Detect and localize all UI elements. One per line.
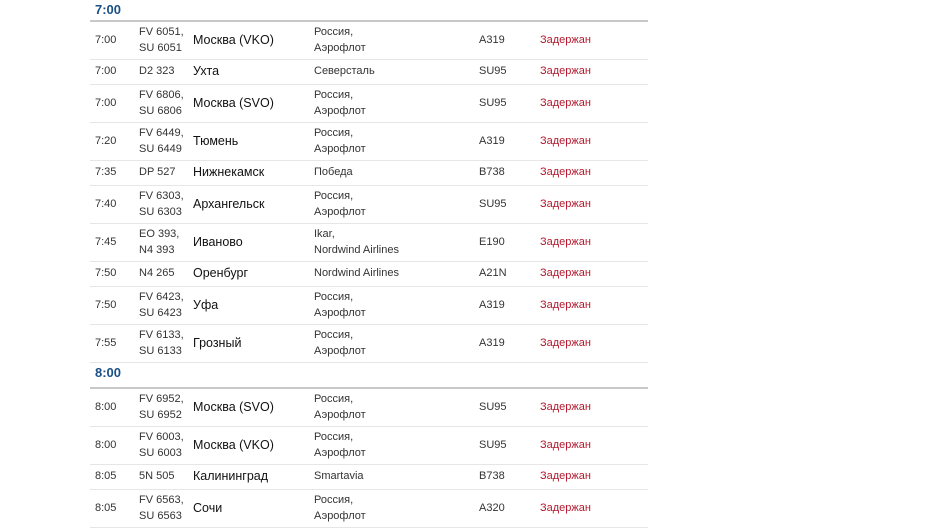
flight-number: SU 6303 — [139, 205, 182, 218]
flight-number: N4 393 — [139, 243, 175, 256]
airlines — [314, 123, 474, 160]
flight-status: Задержан — [540, 267, 591, 280]
airlines — [314, 161, 474, 185]
destination-city: Москва (VKO) — [193, 437, 274, 452]
destination-city: Ухта — [193, 64, 220, 79]
destination-city: Нижнекамск — [193, 165, 265, 180]
flight-number: SU 6563 — [139, 509, 182, 522]
flight-number: N4 265 — [139, 267, 175, 280]
flight-numbers — [139, 427, 191, 464]
airlines — [314, 60, 474, 84]
departure-time: 7:50 — [95, 267, 117, 280]
flight-status: Задержан — [540, 65, 591, 78]
flight-row[interactable] — [90, 161, 648, 186]
flight-status: Задержан — [540, 501, 591, 514]
airline-name: Россия, — [314, 127, 354, 139]
departure-time: 7:20 — [95, 134, 117, 147]
flight-number: SU 6133 — [139, 344, 182, 357]
airline-name: Nordwind Airlines — [314, 243, 399, 256]
flight-status: Задержан — [540, 470, 591, 483]
flight-number: FV 6449, — [139, 127, 184, 139]
airlines — [314, 465, 474, 489]
flight-row[interactable] — [90, 224, 648, 262]
airlines — [314, 287, 474, 324]
flight-number: FV 6423, — [139, 291, 184, 303]
departure-time: 7:45 — [95, 235, 117, 248]
airlines — [314, 490, 474, 527]
flight-row[interactable] — [90, 186, 648, 224]
flight-number: DP 527 — [139, 166, 176, 179]
airlines — [314, 427, 474, 464]
aircraft-type: SU95 — [479, 438, 507, 451]
flight-status: Задержан — [540, 400, 591, 413]
aircraft-type: SU95 — [479, 65, 507, 78]
flight-number: 5N 505 — [139, 470, 175, 483]
airline-name: Аэрофлот — [314, 41, 366, 54]
hour-header — [90, 0, 648, 22]
destination-city: Сочи — [193, 500, 223, 515]
flight-numbers — [139, 186, 191, 223]
airline-name: Nordwind Airlines — [314, 267, 399, 280]
aircraft-type: SU95 — [479, 96, 507, 109]
airline-name: Россия, — [314, 190, 354, 202]
aircraft-type: B738 — [479, 166, 505, 179]
airline-name: Аэрофлот — [314, 205, 366, 218]
airline-name: Аэрофлот — [314, 306, 366, 319]
destination-city: Тюмень — [193, 133, 239, 148]
flight-numbers — [139, 490, 191, 527]
airlines — [314, 85, 474, 122]
aircraft-type: A319 — [479, 298, 505, 311]
aircraft-type: A319 — [479, 134, 505, 147]
flight-number: SU 6003 — [139, 446, 182, 459]
flight-number: SU 6806 — [139, 104, 182, 117]
flight-status: Задержан — [540, 235, 591, 248]
departure-time: 8:00 — [95, 400, 117, 413]
airline-name: Аэрофлот — [314, 104, 366, 117]
flight-number: FV 6806, — [139, 89, 184, 101]
departure-time: 7:00 — [95, 65, 117, 78]
flight-status: Задержан — [540, 298, 591, 311]
flight-status: Задержан — [540, 33, 591, 46]
flight-numbers — [139, 262, 191, 286]
airline-name: Ikar, — [314, 228, 335, 240]
flight-number: D2 323 — [139, 65, 175, 78]
airline-name: Россия, — [314, 494, 354, 506]
airlines — [314, 186, 474, 223]
flight-numbers — [139, 224, 191, 261]
flight-number: FV 6563, — [139, 494, 184, 506]
aircraft-type: A320 — [479, 501, 505, 514]
flight-number: SU 6051 — [139, 41, 182, 54]
flight-number: SU 6449 — [139, 142, 182, 155]
flight-row[interactable] — [90, 123, 648, 161]
departure-time: 8:05 — [95, 501, 117, 514]
aircraft-type: SU95 — [479, 197, 507, 210]
departure-time: 7:55 — [95, 336, 117, 349]
destination-city: Оренбург — [193, 266, 249, 281]
hour-label: 8:00 — [95, 365, 122, 380]
flight-row[interactable] — [90, 22, 648, 60]
airline-name: Россия, — [314, 89, 354, 101]
flight-numbers — [139, 465, 191, 489]
flight-number: SU 6952 — [139, 408, 182, 421]
flight-numbers — [139, 85, 191, 122]
flight-numbers — [139, 287, 191, 324]
airlines — [314, 22, 474, 59]
destination-city: Иваново — [193, 234, 243, 249]
flight-row[interactable] — [90, 427, 648, 465]
destination-city: Грозный — [193, 335, 242, 350]
flight-board — [90, 0, 648, 528]
departure-time: 7:40 — [95, 197, 117, 210]
airline-name: Россия, — [314, 431, 354, 443]
aircraft-type: B738 — [479, 470, 505, 483]
airline-name: Аэрофлот — [314, 446, 366, 459]
departure-time: 7:00 — [95, 96, 117, 109]
flight-row[interactable] — [90, 85, 648, 123]
hour-label: 7:00 — [95, 2, 122, 17]
destination-city: Архангельск — [193, 196, 265, 211]
aircraft-type: SU95 — [479, 400, 507, 413]
flight-numbers — [139, 60, 191, 84]
destination-city: Москва (SVO) — [193, 95, 274, 110]
departure-time: 7:50 — [95, 298, 117, 311]
airlines — [314, 325, 474, 362]
flight-status: Задержан — [540, 166, 591, 179]
airline-name: Победа — [314, 166, 353, 179]
destination-city: Калининград — [193, 469, 269, 484]
flight-row[interactable] — [90, 262, 648, 287]
airline-name: Аэрофлот — [314, 344, 366, 357]
flight-numbers — [139, 389, 191, 426]
airline-name: Smartavia — [314, 470, 364, 483]
airline-name: Аэрофлот — [314, 408, 366, 421]
flight-row[interactable] — [90, 325, 648, 363]
flight-number: FV 6133, — [139, 329, 184, 341]
flight-status: Задержан — [540, 197, 591, 210]
flight-status: Задержан — [540, 96, 591, 109]
departure-time: 7:35 — [95, 166, 117, 179]
airlines — [314, 262, 474, 286]
flight-numbers — [139, 22, 191, 59]
flight-number: FV 6952, — [139, 393, 184, 405]
airline-name: Северсталь — [314, 65, 375, 78]
departure-time: 7:00 — [95, 33, 117, 46]
flight-status: Задержан — [540, 438, 591, 451]
flight-row[interactable] — [90, 490, 648, 528]
flight-number: SU 6423 — [139, 306, 182, 319]
destination-city: Москва (SVO) — [193, 399, 274, 414]
destination-city: Уфа — [193, 297, 219, 312]
aircraft-type: A319 — [479, 33, 505, 46]
aircraft-type: A21N — [479, 267, 507, 280]
hour-header — [90, 363, 648, 389]
airline-name: Аэрофлот — [314, 509, 366, 522]
flight-row[interactable] — [90, 465, 648, 490]
airline-name: Россия, — [314, 291, 354, 303]
flight-status: Задержан — [540, 336, 591, 349]
flight-row[interactable] — [90, 389, 648, 427]
aircraft-type: E190 — [479, 235, 505, 248]
flight-row[interactable] — [90, 287, 648, 325]
flight-numbers — [139, 325, 191, 362]
flight-number: FV 6303, — [139, 190, 184, 202]
airline-name: Россия, — [314, 329, 354, 341]
destination-city: Москва (VKO) — [193, 32, 274, 47]
flight-numbers — [139, 161, 191, 185]
flight-number: EO 393, — [139, 228, 180, 240]
airline-name: Россия, — [314, 393, 354, 405]
flight-number: FV 6051, — [139, 26, 184, 38]
flight-number: FV 6003, — [139, 431, 184, 443]
flight-status: Задержан — [540, 134, 591, 147]
airlines — [314, 389, 474, 426]
flight-row[interactable] — [90, 60, 648, 85]
flight-numbers — [139, 123, 191, 160]
departure-time: 8:00 — [95, 438, 117, 451]
departure-time: 8:05 — [95, 470, 117, 483]
airlines — [314, 224, 474, 261]
airline-name: Россия, — [314, 26, 354, 38]
aircraft-type: A319 — [479, 336, 505, 349]
airline-name: Аэрофлот — [314, 142, 366, 155]
